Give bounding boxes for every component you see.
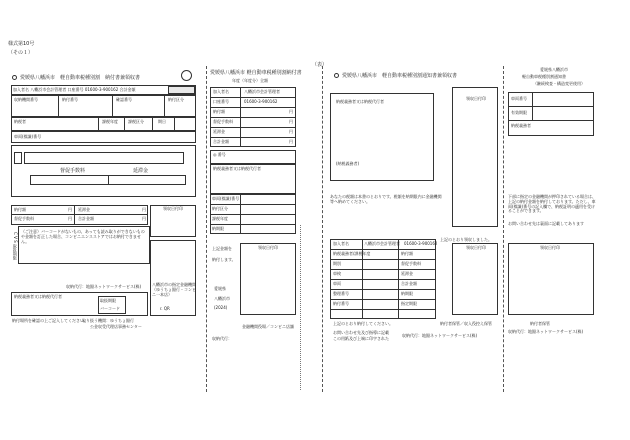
p2-stamp: 領収日付印 <box>258 245 278 250</box>
circle-mark <box>12 75 17 80</box>
p2-sub-0: ◎ 番号 <box>213 152 226 157</box>
p2-val-0: 八幡浜市会計管理者 <box>244 89 280 94</box>
p4-title: 愛媛県八幡浜市 <box>540 67 568 72</box>
label-total: 合計金額 <box>78 216 94 221</box>
p3-val-1: 01600-3-900162 <box>404 241 438 246</box>
separator-1 <box>206 66 207 392</box>
qr-label: r. QR <box>160 306 170 311</box>
p3-right-3: 合計金額 <box>401 281 417 286</box>
p2-row-3: 督促手数料 <box>213 119 233 124</box>
store-note: 八幡浜市の指定金融機関（ゆうちょ銀行・コンビニ一本店） <box>152 282 196 297</box>
p3-left-1: 納税義務者/課税年度 <box>333 251 371 256</box>
collector-1: 収納代行：地銀ネットワークサービス(株) <box>66 284 142 289</box>
separator-2 <box>322 66 323 392</box>
note-bottom-1: 納付場所を確認の上ご記入してください。 <box>12 318 88 323</box>
p2-receiver2: 八幡浜市 <box>214 296 230 301</box>
p4-note2: お問い合わせ先は裏面に記載してあります <box>508 221 584 226</box>
form-number: 様式第10号 <box>8 41 35 47</box>
label-fee: 督促手数料 <box>14 216 34 221</box>
p2-confirm: 上記金額を <box>212 246 232 251</box>
p2-val-1: 01600-3-900162 <box>244 99 278 104</box>
p4-row-2: 納税義務者 <box>511 123 531 128</box>
p3-left-3: 車検 <box>333 271 341 276</box>
label-tax-year: 課税年度 <box>102 119 118 124</box>
label-pay-amount: 納付額 <box>14 207 26 212</box>
p4-bottom: 納付者保管 <box>530 321 550 326</box>
p3-right-4: 納期限 <box>401 291 413 296</box>
p4-stamp-box <box>508 243 594 315</box>
p4-row-1: 有効期限 <box>511 110 527 115</box>
p4-row-0: 車両番号 <box>511 96 527 101</box>
post-note-2: 公金収受代理店事務センター <box>90 324 142 329</box>
seal-icon <box>181 70 192 81</box>
label-payment-type: 納付区分 <box>168 97 184 102</box>
p2-collector: 収納代行： <box>212 336 232 341</box>
p3-left-2: 期別 <box>333 261 341 266</box>
label-late: 延滞金 <box>78 207 90 212</box>
p3-payer-label2: (納税義務者) <box>336 161 360 166</box>
p3-note2: 上記のとおり領収しました。 <box>440 237 492 242</box>
barcode-line: バーコード <box>100 306 120 311</box>
p3-stamp: 領収日付印 <box>466 96 486 101</box>
p2-sub-1: 納税義務者又は納税代行者 <box>213 166 261 171</box>
p2-row-2: 納付額 <box>213 109 225 114</box>
p3-right-2: 延滞金 <box>401 271 413 276</box>
date-stamp-1: 領収日付印 <box>163 206 183 211</box>
p3-inquiry: お問い合わせ先及び指導に記載 <box>333 330 389 335</box>
p2-stamp-box <box>240 243 296 315</box>
panel2-year-row: 年度（年度分）全額 <box>232 78 268 83</box>
label-confirm-no: 確認番号 <box>116 97 132 102</box>
p2-yen-3: 円 <box>289 119 293 124</box>
yen-4: 円 <box>142 216 146 221</box>
p2-yen-4: 円 <box>289 129 293 134</box>
p3-left-6: 納付番号 <box>333 301 349 306</box>
circle-mark-3 <box>334 73 339 78</box>
label-payment-no: 納付番号 <box>62 97 78 102</box>
p2-row-1: 口座番号 <box>213 99 229 104</box>
label-late-col: 延滞金 <box>133 168 149 174</box>
p2-receiver3: (2024) <box>214 305 228 310</box>
p3-notice: あなたの税額は本書のとおりです。税額を納期限内に金融機関等へ納めてください。 <box>330 194 442 204</box>
separator-3 <box>503 66 504 392</box>
p3-payer-stamp: 納付者保管／収入役控え保管 <box>440 321 492 326</box>
p2-detail-0: 車両(標識)番号 <box>212 196 240 201</box>
panel1-title: 愛媛県八幡浜市 軽自動車税種別割 納付書兼領収書 <box>20 75 141 81</box>
panel3-title: 愛媛県八幡浜市 軽自動車税種別割通知書兼領収書 <box>342 73 458 79</box>
p3-right-5: 指定期限 <box>401 301 417 306</box>
p3-row-0: 加入者名 <box>333 241 349 246</box>
form-sub: （その１） <box>8 50 34 56</box>
p2-detail-3: 納期限 <box>212 226 224 231</box>
p2-receiver: 愛媛県 <box>214 286 226 291</box>
p3-right-0: 納付額 <box>401 251 413 256</box>
p4-stamp: 領収日付印 <box>540 245 560 250</box>
p3-left-5: 整理番号 <box>333 291 349 296</box>
p3-stamp-box <box>452 87 498 227</box>
p3-right-1: 督促手数料 <box>401 261 421 266</box>
panel3-payer-box <box>330 93 434 181</box>
p3-note: 上記のとおり納付してください。 <box>333 321 393 326</box>
p2-bank-note: 金融機関役場／コンビニ店舗 <box>242 324 294 329</box>
yen-1: 円 <box>68 207 72 212</box>
p3-stamp-box-2 <box>452 243 498 315</box>
p3-left-4: 車両 <box>333 281 341 286</box>
p4-note: 下部に指定の金融機関が押印されている場合は、上記の納付金額を納付しております。ただし、車両(標識)番号の記入欄で、納税証明の適用を受けることができます。 <box>508 194 596 214</box>
label-tax-class: 課税区分 <box>128 119 144 124</box>
p2-detail-2: 課税年度 <box>212 216 228 221</box>
post-note-1: 取り扱う機関：ゆうちょ銀行 <box>82 318 134 323</box>
p2-issued: 納付します。 <box>212 257 236 262</box>
separator-2b <box>300 225 301 390</box>
p3-inquiry2: この用紙及び上端に印字された <box>333 336 389 341</box>
label-plate: 車両(標識)番号 <box>14 134 42 139</box>
p2-yen-5: 円 <box>289 139 293 144</box>
label-due: 期日 <box>158 119 166 124</box>
p2-row-4: 延滞金 <box>213 129 225 134</box>
p2-yen-2: 円 <box>289 109 293 114</box>
amount-box <box>168 86 195 94</box>
p2-detail-1: 納付区分 <box>212 206 228 211</box>
front-mark: （表） <box>312 62 328 68</box>
yen-3: 円 <box>142 207 146 212</box>
panel2-title: 愛媛県八幡浜市 軽自動車税種別割納付書 <box>210 70 302 76</box>
panel1-top-row-text: 加入者名 八幡浜市会計管理者 口座番号 01600-3-900162 合計金額 <box>13 87 136 92</box>
small-box <box>14 152 22 164</box>
payer-label-1: 納税義務者又は納税代行者 <box>14 294 62 299</box>
barcode-box <box>24 152 184 164</box>
label-fee-col: 督促手数料 <box>60 168 86 174</box>
p3-collector: 収納代行：地銀ネットワークサービス(株) <box>402 333 478 338</box>
p3-val-0: 八幡浜市会計管理者 <box>364 241 400 246</box>
p4-title3: （継続検査・構造変更使用） <box>533 81 585 86</box>
p3-payer-label: 納税義務者又は納税代行者 <box>336 99 384 104</box>
label-agency-no: 収納機関番号 <box>14 97 38 102</box>
p2-row-5: 合計金額 <box>213 139 229 144</box>
p4-collector: 収納代行：地銀ネットワークサービス(株) <box>508 329 584 334</box>
p2-row-0: 加入者名 <box>213 89 229 94</box>
handling-limit: 取扱期限 <box>100 298 116 303</box>
stamp-slot-2 <box>150 240 196 316</box>
p3-stamp-2: 領収日付印 <box>466 245 486 250</box>
barcode-note: （ご注意）バーコードがないもの、あっても読み取りができないものや金額を訂正した場合、コンビニエンスストアではお納付できません。 <box>21 229 145 244</box>
yen-2: 円 <box>68 216 72 221</box>
cvs-vertical: C V S 取扱期限 <box>12 232 18 260</box>
p4-title2: 軽自動車税種別割通知書 <box>522 74 566 79</box>
label-taxpayer: 納税者 <box>14 119 26 124</box>
